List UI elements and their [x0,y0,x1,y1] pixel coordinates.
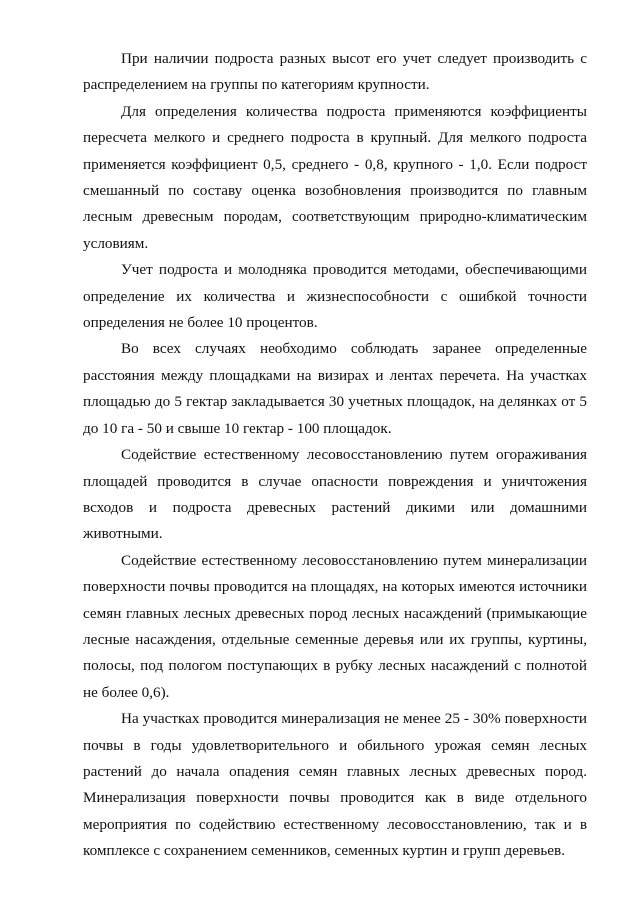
document-page [83,46,587,865]
paragraph: При наличии подроста разных высот его учет следует производить с распределением на группы по категориям крупности. [83,50,587,94]
paragraph: Содействие естественному лесовосстановлению путем огораживания площадей проводится в случае опасности повреждения и уничтожения всходов и подроста древесных растений дикими или домашними животными. [83,446,587,543]
paragraph: Для определения количества подроста применяются коэффициенты пересчета мелкого и среднего подроста в крупный. Для мелкого подроста применяется коэффициент 0,5, среднего - 0,8, крупного - 1,0. Если подрост смешанный по составу оценка возобновления производится по главным лесным древесным породам, соответствующим природно-климатическим условиям. [83,102,587,252]
paragraph: Во всех случаях необходимо соблюдать заранее определенные расстояния между площадками на визирах и лентах перечета. На участках площадью до 5 гектар закладывается 30 учетных площадок, на делянках от 5 до 10 га - 50 и свыше 10 гектар - 100 площадок. [83,340,587,437]
paragraph: Учет подроста и молодняка проводится методами, обеспечивающими определение их количества и жизнеспособности с ошибкой точности определения не более 10 процентов. [83,261,587,332]
paragraph: На участках проводится минерализация не менее 25 - 30% поверхности почвы в годы удовлетворительного и обильного урожая семян лесных растений до начала опадения семян главных лесных древесных пород. Минерализация поверхности почвы проводится как в виде отдельного мероприятия по содействию естественному лесовосстановлению, так и в комплексе с сохранением семенников, семенных куртин и групп деревьев. [83,710,587,860]
paragraph: Содействие естественному лесовосстановлению путем минерализации поверхности почвы проводится на площадях, на которых имеются источники семян главных лесных древесных пород лесных насаждений (примыкающие лесные насаждения, отдельные семенные деревья или их группы, куртины, полосы, под пологом поступающих в рубку лесных насаждений с полнотой не более 0,6). [83,551,587,701]
